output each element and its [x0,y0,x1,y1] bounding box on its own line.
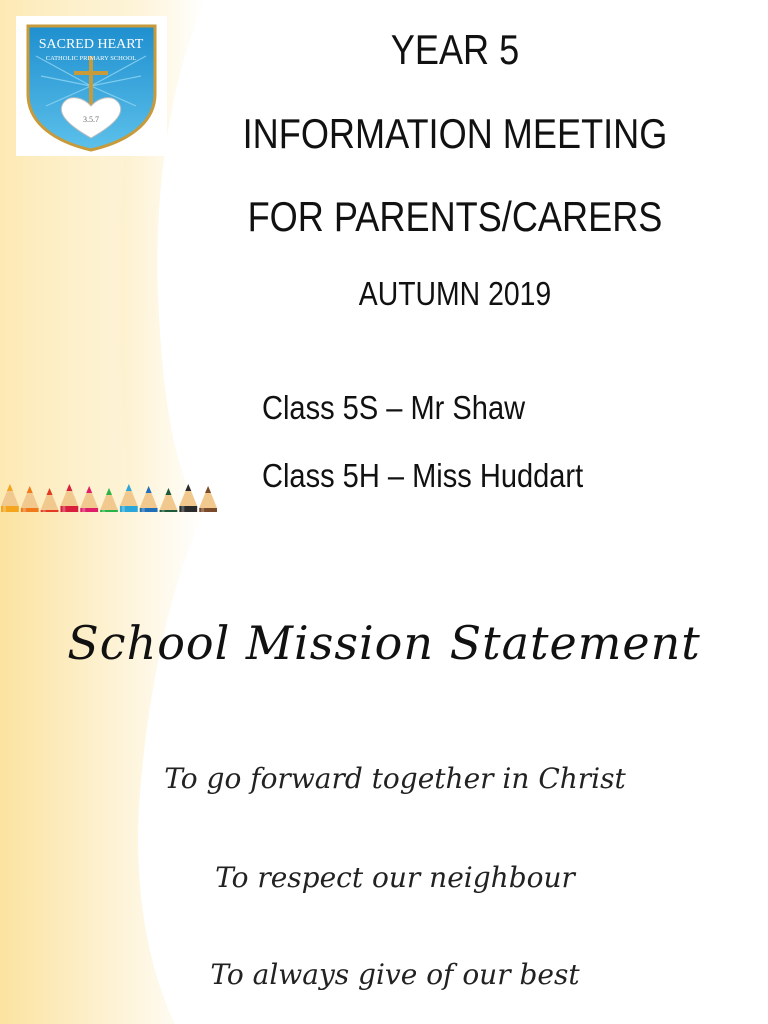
logo-school-subtitle: CATHOLIC PRIMARY SCHOOL [45,55,137,62]
pencil [199,486,217,512]
mission-statement-2: To respect our neighbour [215,861,575,894]
pencil [179,484,197,512]
pencil [80,486,98,512]
svg-text:3.5.7: 3.5.7 [83,115,99,124]
slide-2 [0,512,768,1024]
title-audience: FOR PARENTS/CARERS [247,193,663,240]
pencil [41,488,59,512]
pencil [60,484,78,512]
school-logo [16,16,167,156]
pencil [120,484,138,512]
logo-school-name: SACRED HEART [38,37,144,52]
title-meeting: INFORMATION MEETING [242,110,668,157]
pencil [1,484,19,512]
school-crest-icon [16,16,167,156]
class-5h-label: Class 5H – Miss Huddart [262,457,584,494]
class-5s-label: Class 5S – Mr Shaw [262,389,526,426]
pencil [140,486,158,512]
coloured-pencils-image [0,478,218,512]
pencil [160,488,178,512]
pencil [21,486,39,512]
pencil [100,488,118,512]
title-year: YEAR 5 [390,26,520,73]
mission-statement-3: To always give of our best [210,958,580,991]
mission-statement-heading: School Mission Statement [67,616,701,670]
mission-statement-1: To go forward together in Christ [164,762,626,795]
title-term: AUTUMN 2019 [358,275,552,312]
